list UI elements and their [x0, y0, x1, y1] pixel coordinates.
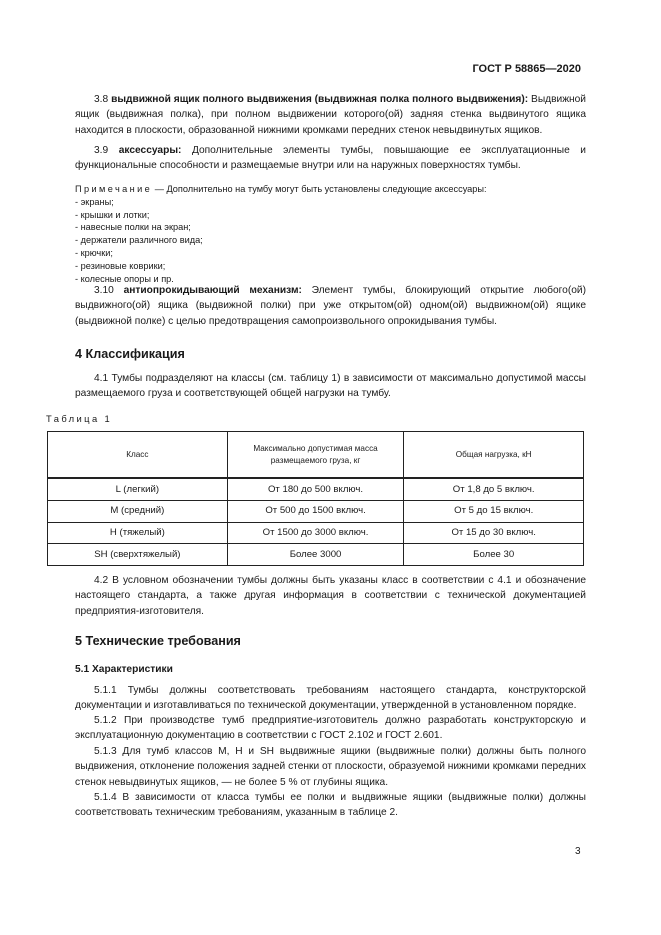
table-row	[48, 500, 584, 522]
clause-4-2: 4.2 В условном обозначении тумбы должны быть указаны класс в соответствии с 4.1 и обозначение настоящего стандарта, а также другая информация в соответствии с технической документацией предприятия-изготовителя.	[75, 575, 586, 617]
table-header-row	[48, 432, 584, 479]
table-cell: От 180 до 500 включ.	[227, 478, 404, 500]
table-row	[48, 544, 584, 566]
table-cell: От 500 до 1500 включ.	[227, 500, 404, 522]
table-header-cell: Максимально допустимая масса размещаемого груза, кг	[227, 432, 404, 479]
clause-5-1-1: 5.1.1 Тумбы должны соответствовать требованиям настоящего стандарта, конструкторской документации и изготавливаться по технической документации, утвержденной в установленном порядке.	[75, 685, 586, 712]
clause-4-1: 4.1 Тумбы подразделяют на классы (см. таблицу 1) в зависимости от максимально допустимой массы размещаемого груза и соответствующей общей нагрузки на тумбу.	[75, 373, 586, 400]
clause-5-1-3: 5.1.3 Для тумб классов M, H и SH выдвижные ящики (выдвижные полки) должны быть полного выдвижения, отклонение положения задней стенки от плоскости, образуемой нижними кромками передних стенок невыдвинутых ящиков, — не более 5 % от глубины ящика.	[75, 746, 587, 788]
note-list-item: - держатели различного вида;	[75, 235, 203, 246]
table-caption: Таблица 1	[46, 413, 113, 424]
definition-3-9	[75, 143, 586, 174]
table-cell: H (тяжелый)	[48, 522, 228, 544]
table-header-cell: Общая нагрузка, кН	[404, 432, 584, 479]
term: антиопрокидывающий механизм:	[123, 285, 302, 296]
note-list-item: - крючки;	[75, 247, 113, 258]
table-cell: От 1500 до 3000 включ.	[227, 522, 404, 544]
classification-table	[47, 431, 584, 566]
note-list-item: - колесные опоры и пр.	[75, 273, 174, 284]
note-list-item: - резиновые коврики;	[75, 260, 166, 271]
definition-text: Выдвижной ящик (выдвижная полка), при полном выдвижении которого(ой) задняя стенка выдвинутого ящика находится в плоскости, образованной нижними кромками передних стенок невыдвинутых ящиков.	[75, 94, 586, 136]
clause-number: 3.8	[94, 94, 109, 105]
table-row	[48, 522, 584, 544]
definition-3-10	[75, 283, 586, 329]
subsection-5-1-heading: 5.1 Характеристики	[75, 664, 173, 675]
page-number: 3	[575, 846, 581, 857]
table-cell: От 15 до 30 включ.	[404, 522, 584, 544]
table-cell: От 5 до 15 включ.	[404, 500, 584, 522]
document-header-id: ГОСТ Р 58865—2020	[472, 63, 581, 75]
note-text: — Дополнительно на тумбу могут быть установлены следующие аксессуары:	[152, 184, 487, 194]
table-cell: SH (сверхтяжелый)	[48, 544, 228, 566]
table-cell: L (легкий)	[48, 478, 228, 500]
clause-number: 3.9	[94, 145, 109, 156]
table-cell: Более 30	[404, 544, 584, 566]
definition-text: Элемент тумбы, блокирующий открытие любого(ой) выдвижного(ой) ящика (выдвижной полки) при уже открытом(ой) одном(ой) выдвижном(ой) ящике (выдвижной полке) с целью предотвращения самопроизвольного опрокидывания тумбы.	[75, 285, 586, 327]
table-cell: Более 3000	[227, 544, 404, 566]
note-list-item: - навесные полки на экран;	[75, 222, 191, 233]
note-list-item: - экраны;	[75, 196, 114, 207]
clause-number: 3.10	[94, 285, 114, 296]
table-header-cell: Класс	[48, 432, 228, 479]
definition-text: Дополнительные элементы тумбы, повышающие ее эксплуатационные и функциональные способности и размещаемые внутри или на наружных поверхностях тумбы.	[75, 145, 586, 172]
clause-5-1-2: 5.1.2 При производстве тумб предприятие-изготовитель должно разработать конструкторскую и эксплуатационную документацию в соответствии с ГОСТ 2.102 и ГОСТ 2.601.	[75, 715, 586, 742]
definition-3-8	[75, 92, 586, 138]
table-row	[48, 478, 584, 500]
table-cell: M (средний)	[48, 500, 228, 522]
section-5-heading: 5 Технические требования	[75, 634, 241, 648]
note-block	[75, 183, 586, 285]
term: выдвижной ящик полного выдвижения (выдвижная полка полного выдвижения):	[111, 94, 529, 105]
clause-5-1-4: 5.1.4 В зависимости от класса тумбы ее полки и выдвижные ящики (выдвижные полки) должны соответствовать техническим требованиям, указанным в таблице 2.	[75, 792, 586, 819]
term: аксессуары:	[118, 145, 182, 156]
note-intro	[75, 183, 586, 196]
note-list-item: - крышки и лотки;	[75, 209, 150, 220]
section-4-heading: 4 Классификация	[75, 347, 185, 361]
note-label: Примечание	[75, 184, 153, 194]
table-cell: От 1,8 до 5 включ.	[404, 478, 584, 500]
